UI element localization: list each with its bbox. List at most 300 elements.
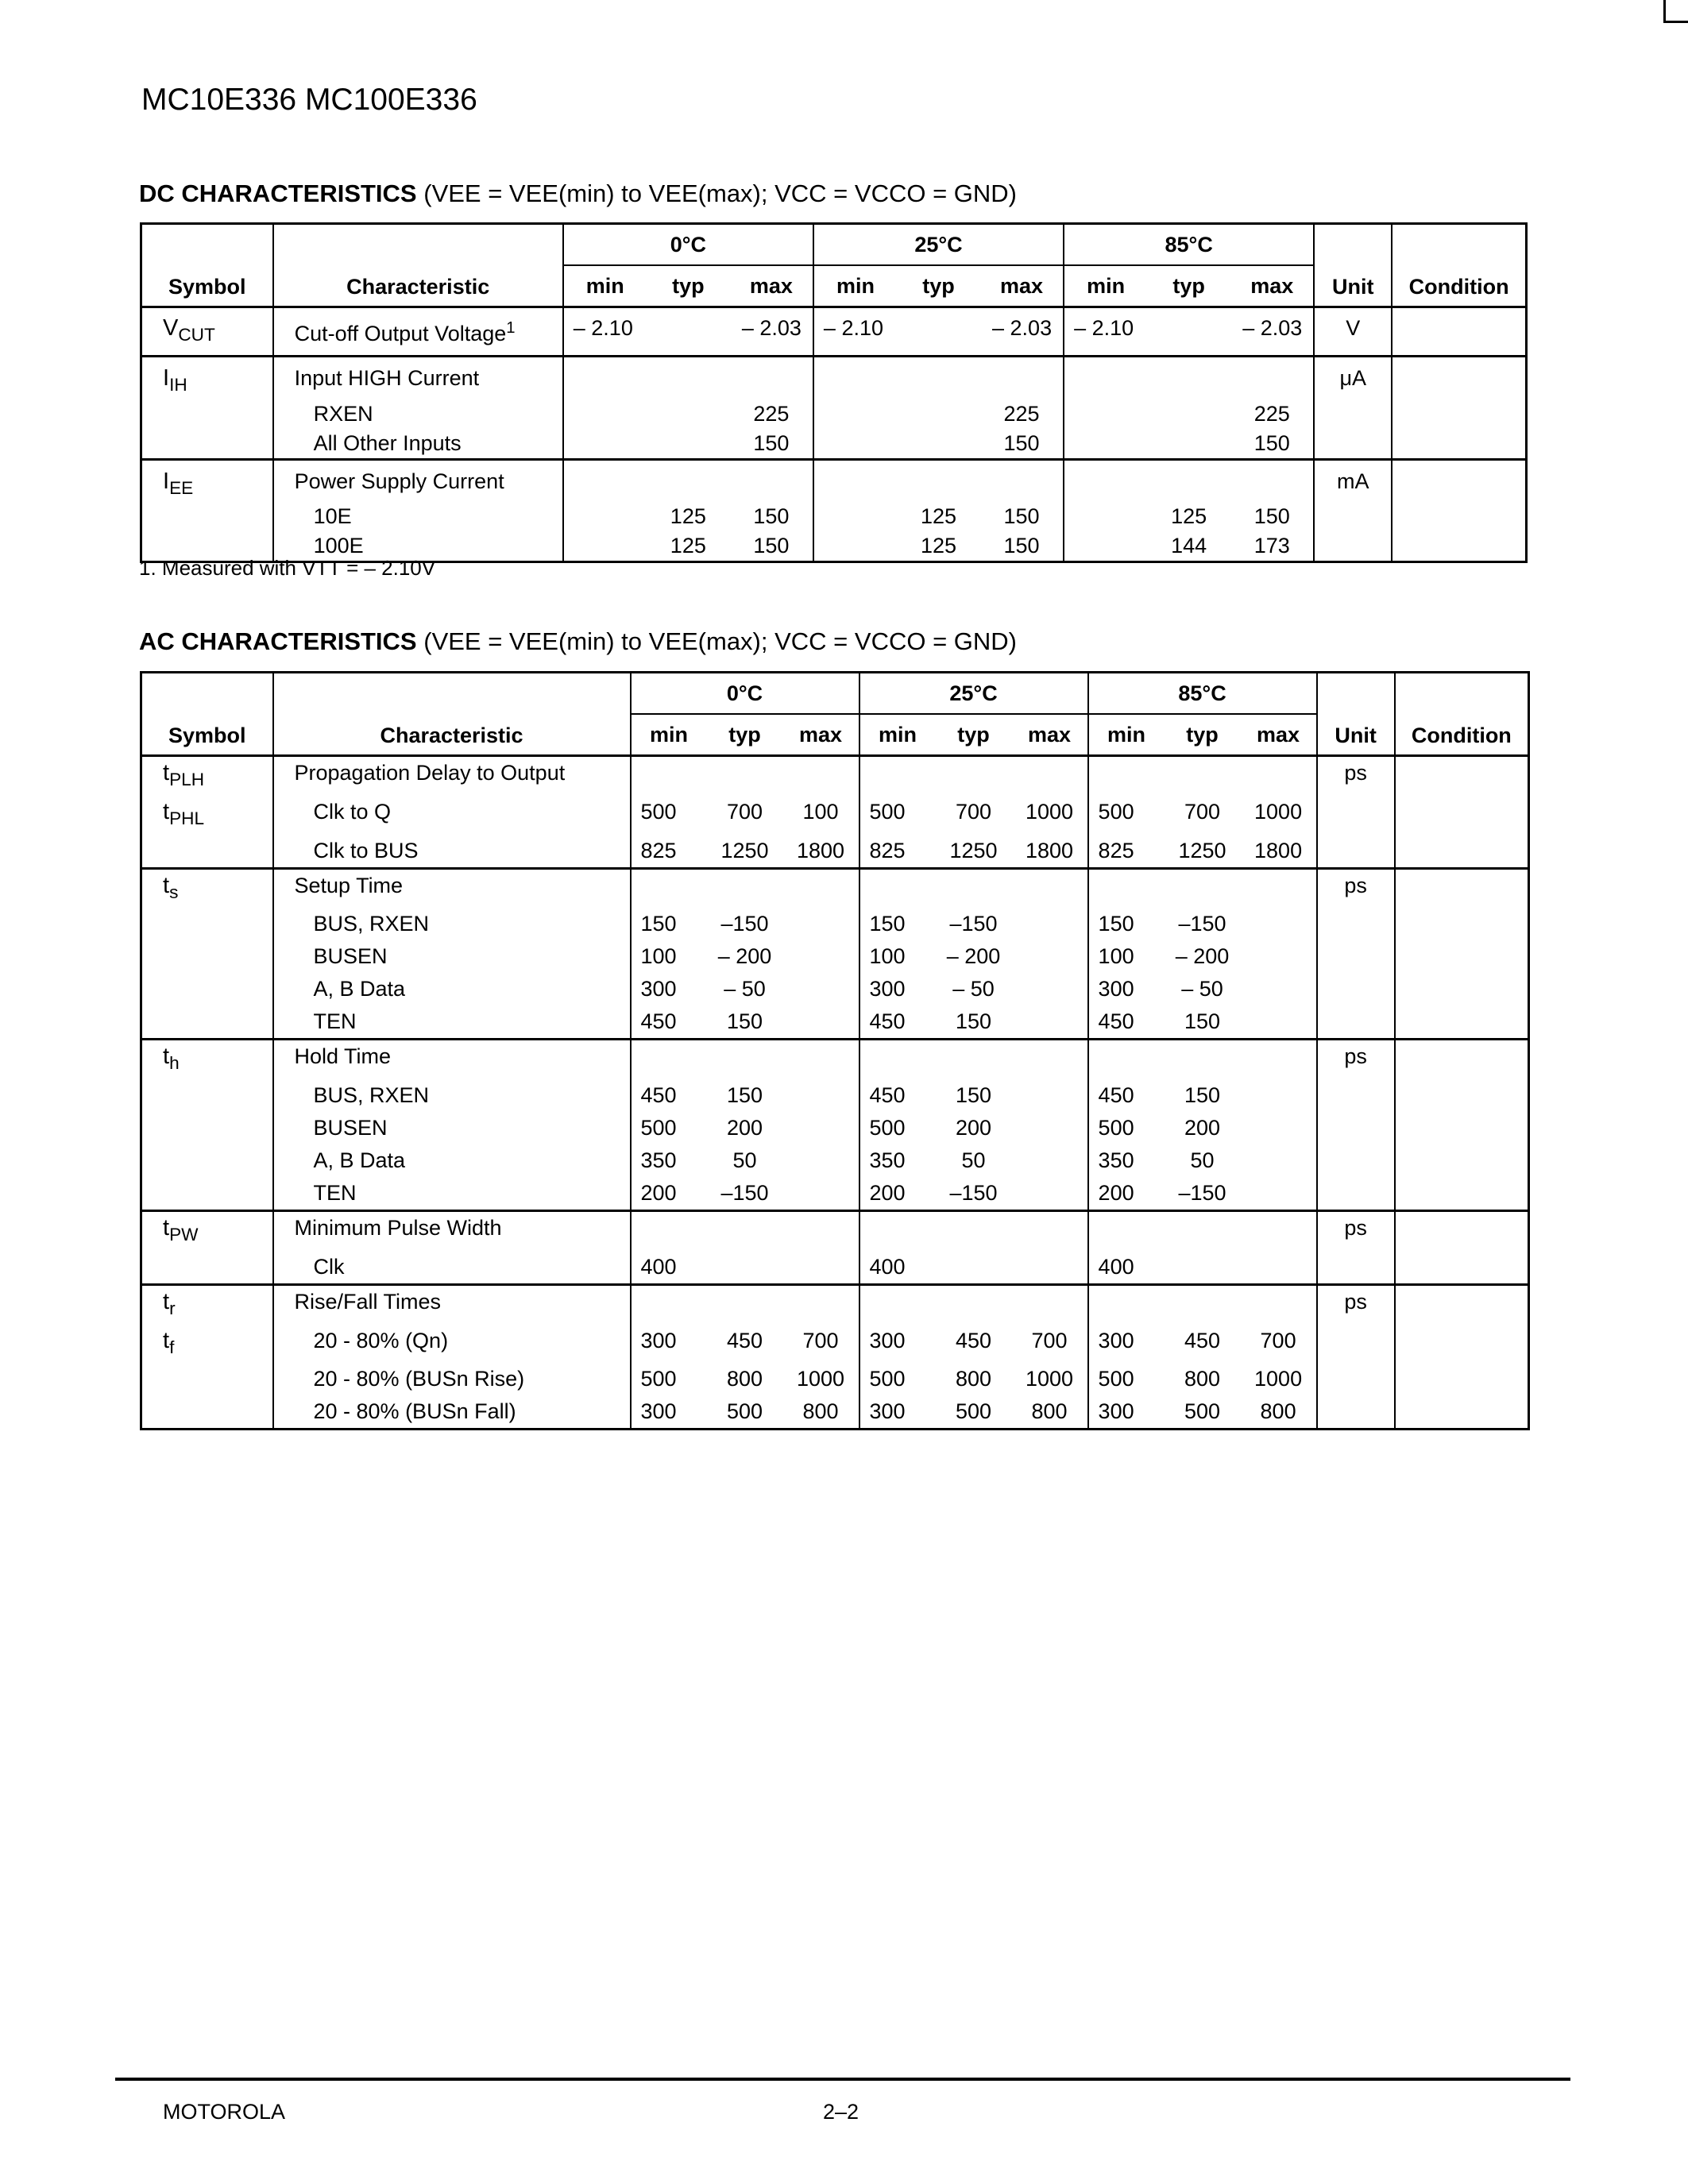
cell-value: 800 — [1031, 1399, 1068, 1424]
cell-unit — [1317, 940, 1395, 973]
cell-condition — [1395, 908, 1529, 940]
cell-value: 500 — [955, 1399, 992, 1424]
cell-value — [783, 1040, 859, 1079]
cell-value: 150 — [1253, 430, 1290, 455]
row-sublabel: BUS, RXEN — [273, 1079, 631, 1112]
cell-value — [1241, 908, 1317, 940]
symbol-th: $t_h$ — [141, 1040, 273, 1079]
cell-value — [1241, 1144, 1317, 1177]
cell-unit — [1317, 1177, 1395, 1211]
row-sublabel: 20 - 80% (BUSn Rise) — [273, 1363, 631, 1395]
cell-value — [707, 1211, 783, 1251]
table-row — [141, 356, 1527, 399]
row-sublabel: BUSEN — [273, 1112, 631, 1144]
cell-value: 700 — [955, 799, 992, 824]
row-sublabel: Clk to BUS — [273, 835, 631, 869]
cell-value — [783, 1177, 859, 1211]
cell-value: 825 — [631, 835, 707, 869]
cell-value: 1250 — [1178, 838, 1226, 862]
cell-value — [707, 868, 783, 908]
cell-condition — [1395, 1177, 1529, 1211]
cell-value: 450 — [859, 1079, 936, 1112]
cell-value — [783, 1284, 859, 1324]
row-label: Input HIGH Current — [273, 356, 563, 399]
cell-value — [813, 429, 897, 460]
cell-value — [1241, 868, 1317, 908]
col-min: min — [859, 714, 936, 756]
cell-value: 500 — [726, 1399, 763, 1424]
cell-unit — [1317, 1005, 1395, 1040]
cell-value: 300 — [1088, 1325, 1165, 1364]
cell-value: 150 — [1184, 1083, 1221, 1108]
part-numbers-title: MC10E336 MC100E336 — [141, 83, 477, 117]
cell-value: 450 — [859, 1005, 936, 1040]
cell-value — [1241, 1112, 1317, 1144]
row-label: Cut-off Output Voltage$^1$ — [273, 307, 563, 357]
cell-value — [1147, 307, 1230, 357]
cell-value — [1012, 908, 1088, 940]
cell-value — [1241, 1251, 1317, 1285]
cell-value — [936, 1251, 1012, 1285]
cell-value: 500 — [1088, 1363, 1165, 1395]
cell-value — [1064, 429, 1147, 460]
cell-value — [1012, 1112, 1088, 1144]
cell-value — [859, 1211, 936, 1251]
cell-condition — [1395, 756, 1529, 796]
row-label: Power Supply Current — [273, 459, 563, 502]
cell-value — [1012, 940, 1088, 973]
cell-value — [783, 1112, 859, 1144]
cell-condition — [1395, 1144, 1529, 1177]
cell-value — [783, 1144, 859, 1177]
cell-value — [1064, 399, 1147, 429]
cell-value — [631, 1040, 707, 1079]
cell-value: 1250 — [949, 838, 998, 862]
table-row — [141, 1251, 1529, 1285]
cell-value: 225 — [1253, 401, 1290, 426]
cell-value: 800 — [802, 1399, 839, 1424]
ac-characteristics-heading — [139, 627, 1017, 656]
cell-value — [1012, 756, 1088, 796]
cell-value: 50 — [732, 1148, 757, 1173]
cell-value — [1165, 1284, 1241, 1324]
cell-value — [897, 399, 980, 429]
row-sublabel: A, B Data — [273, 973, 631, 1005]
cell-value — [1241, 1005, 1317, 1040]
cell-unit: ps — [1317, 1284, 1395, 1324]
table-row — [141, 835, 1529, 869]
cell-value — [897, 307, 980, 357]
cell-value — [1165, 1251, 1241, 1285]
col-max: max — [1028, 722, 1072, 747]
cell-value: 150 — [631, 908, 707, 940]
cell-value: – 200 — [1175, 944, 1230, 969]
table-row — [141, 1005, 1529, 1040]
cell-value — [859, 1040, 936, 1079]
col-condition: Condition — [1395, 673, 1529, 756]
row-sublabel: 20 - 80% (Qn) — [273, 1325, 631, 1364]
cell-value — [647, 307, 730, 357]
table-row — [141, 940, 1529, 973]
cell-value: 200 — [955, 1116, 992, 1140]
cell-condition — [1395, 1079, 1529, 1112]
symbol-tr: $t_r$ — [141, 1284, 273, 1324]
col-symbol: Symbol — [168, 723, 246, 747]
col-temp-0c: 0°C — [563, 224, 813, 266]
cell-value: 1800 — [1254, 838, 1303, 862]
cell-value: 150 — [753, 430, 790, 455]
cell-value: 825 — [859, 835, 936, 869]
row-sublabel: BUS, RXEN — [273, 908, 631, 940]
col-symbol: Symbol — [168, 275, 246, 299]
cell-value: – 2.10 — [563, 307, 647, 357]
cell-value — [1241, 940, 1317, 973]
table-row — [141, 1144, 1529, 1177]
cell-value: 144 — [1171, 534, 1207, 558]
symbol-tpw: $t_{PW}$ — [141, 1211, 273, 1251]
cell-value — [813, 399, 897, 429]
cell-value — [1012, 1251, 1088, 1285]
cell-value — [1088, 1284, 1165, 1324]
cell-value: 450 — [1088, 1005, 1165, 1040]
col-max: max — [1250, 273, 1294, 298]
cell-value — [707, 1284, 783, 1324]
cell-value — [783, 973, 859, 1005]
cell-value: 400 — [631, 1251, 707, 1285]
cell-unit: μA — [1314, 356, 1392, 399]
cell-unit — [1317, 1325, 1395, 1364]
table-row — [141, 307, 1527, 357]
cell-value: 700 — [726, 799, 763, 824]
cell-value — [707, 1251, 783, 1285]
col-typ: typ — [922, 273, 955, 298]
cell-value — [707, 756, 783, 796]
row-sublabel: BUSEN — [273, 940, 631, 973]
row-sublabel: All Other Inputs — [273, 429, 563, 460]
cell-value: –150 — [1178, 912, 1226, 936]
cell-value: 500 — [1088, 796, 1165, 835]
cell-value — [936, 868, 1012, 908]
col-min: min — [563, 265, 647, 307]
cell-value: 450 — [955, 1328, 992, 1352]
col-characteristic: Characteristic — [273, 224, 563, 307]
col-temp-25c: 25°C — [859, 673, 1088, 715]
col-max: max — [1257, 722, 1300, 747]
cell-value — [707, 1040, 783, 1079]
cell-value — [563, 531, 647, 562]
cell-value — [647, 429, 730, 460]
cell-value — [1241, 1040, 1317, 1079]
row-label: Setup Time — [273, 868, 631, 908]
cell-value: 300 — [859, 1395, 936, 1430]
cell-value: – 50 — [1181, 977, 1223, 1001]
cell-value: 1000 — [1025, 799, 1074, 824]
table-row — [141, 973, 1529, 1005]
cell-value — [563, 399, 647, 429]
col-max: max — [798, 722, 843, 747]
cell-value: 200 — [859, 1177, 936, 1211]
cell-value: 500 — [1184, 1399, 1221, 1424]
cell-value — [783, 1079, 859, 1112]
cell-value: –150 — [720, 1181, 769, 1206]
cell-value: 500 — [1088, 1112, 1165, 1144]
cell-condition — [1395, 973, 1529, 1005]
cell-value: – 50 — [724, 977, 766, 1001]
cell-value: 150 — [753, 534, 790, 558]
cell-value: 700 — [1031, 1328, 1068, 1352]
cell-value — [563, 502, 647, 531]
cell-unit — [1317, 1251, 1395, 1285]
col-temp-0c: 0°C — [631, 673, 859, 715]
cell-value: 150 — [955, 1009, 992, 1034]
cell-value — [1088, 1040, 1165, 1079]
cell-value — [631, 868, 707, 908]
cell-value: –150 — [1178, 1181, 1226, 1206]
footer-page-number: 2–2 — [823, 2100, 859, 2124]
cell-value: 500 — [859, 1363, 936, 1395]
cell-value: 500 — [631, 796, 707, 835]
cell-value — [783, 1005, 859, 1040]
cell-value — [1064, 531, 1147, 562]
cell-value — [936, 1040, 1012, 1079]
cell-value: 125 — [920, 504, 957, 529]
cell-value: 450 — [1184, 1328, 1221, 1352]
cell-value — [1241, 1284, 1317, 1324]
cell-value: 400 — [1088, 1251, 1165, 1285]
cell-value: 200 — [1184, 1116, 1221, 1140]
cell-value: – 2.03 — [980, 307, 1064, 357]
cell-value: 1000 — [1254, 799, 1303, 824]
dc-footnote: 1. Measured with VTT = – 2.10V — [139, 556, 436, 580]
cell-value — [897, 429, 980, 460]
col-typ: typ — [1172, 273, 1205, 298]
cell-value: 700 — [1260, 1328, 1296, 1352]
col-typ: typ — [957, 722, 990, 747]
cell-value: 1000 — [1254, 1367, 1303, 1391]
row-sublabel: 10E — [273, 502, 563, 531]
row-label: Rise/Fall Times — [273, 1284, 631, 1324]
cell-value: 100 — [631, 940, 707, 973]
row-label: Propagation Delay to Output — [273, 756, 631, 796]
row-sublabel: TEN — [273, 1177, 631, 1211]
symbol-iih: $I_{IH}$ — [141, 356, 273, 399]
cell-value: 1800 — [1025, 838, 1074, 862]
col-typ: typ — [728, 722, 761, 747]
cell-value: – 2.03 — [730, 307, 813, 357]
table-row — [141, 502, 1527, 531]
row-sublabel: 20 - 80% (BUSn Fall) — [273, 1395, 631, 1430]
cell-condition — [1392, 307, 1526, 357]
cell-value — [1012, 1284, 1088, 1324]
cell-value — [783, 940, 859, 973]
cell-value — [1012, 1079, 1088, 1112]
ac-heading-conditions: (VEE = VEE(min) to VEE(max); VCC = VCCO = GND) — [423, 627, 1017, 655]
cell-value: – 200 — [717, 944, 772, 969]
cell-value: 800 — [1260, 1399, 1296, 1424]
cell-unit — [1317, 1363, 1395, 1395]
table-row — [141, 1363, 1529, 1395]
cell-value: 225 — [753, 401, 790, 426]
cell-condition — [1395, 1395, 1529, 1430]
cell-value: 125 — [920, 534, 957, 558]
cell-value: 100 — [1088, 940, 1165, 973]
cell-value — [859, 868, 936, 908]
table-row — [141, 1079, 1529, 1112]
cell-condition — [1395, 1325, 1529, 1364]
table-row — [141, 1112, 1529, 1144]
table-row — [141, 756, 1529, 796]
row-label: Minimum Pulse Width — [273, 1211, 631, 1251]
col-min: min — [631, 714, 707, 756]
cell-value: 300 — [1088, 973, 1165, 1005]
cell-value: 150 — [1253, 504, 1290, 529]
table-row — [141, 1177, 1529, 1211]
symbol-vcut: $V_{CUT}$ — [141, 307, 273, 357]
cell-value: 300 — [859, 1325, 936, 1364]
cell-value: 700 — [1184, 799, 1221, 824]
cell-value: 150 — [1003, 504, 1040, 529]
cell-value — [1241, 1177, 1317, 1211]
cell-value: – 2.10 — [813, 307, 897, 357]
cell-value: 173 — [1253, 534, 1290, 558]
cell-value — [1012, 1005, 1088, 1040]
col-min: min — [1064, 265, 1147, 307]
cell-value: 300 — [631, 973, 707, 1005]
cell-value: –150 — [949, 912, 998, 936]
cell-value: 150 — [1088, 908, 1165, 940]
cell-value: 125 — [670, 534, 706, 558]
cell-unit — [1317, 1079, 1395, 1112]
cell-value: 100 — [802, 799, 839, 824]
cell-condition — [1395, 1112, 1529, 1144]
symbol-tplh: $t_{PLH}$ — [141, 756, 273, 796]
cell-value — [1241, 1079, 1317, 1112]
cell-unit: ps — [1317, 1211, 1395, 1251]
cell-value: 200 — [726, 1116, 763, 1140]
col-condition: Condition — [1392, 224, 1526, 307]
cell-unit — [1317, 1395, 1395, 1430]
col-typ: typ — [1186, 722, 1219, 747]
table-row — [141, 908, 1529, 940]
cell-value — [936, 1211, 1012, 1251]
col-characteristic: Characteristic — [273, 673, 631, 756]
table-row — [141, 1325, 1529, 1364]
cell-value: 350 — [1088, 1144, 1165, 1177]
cell-value: 800 — [726, 1367, 763, 1391]
cell-value: 800 — [955, 1367, 992, 1391]
col-temp-85c: 85°C — [1064, 224, 1314, 266]
cell-value: 225 — [1003, 401, 1040, 426]
cell-unit: mA — [1314, 459, 1392, 502]
cell-condition — [1395, 940, 1529, 973]
symbol-tphl: $t_{PHL}$ — [163, 798, 205, 828]
cell-value — [1165, 1211, 1241, 1251]
cell-value: –150 — [720, 912, 769, 936]
cell-value — [783, 868, 859, 908]
cell-unit — [1317, 1112, 1395, 1144]
dc-characteristics-table — [140, 222, 1528, 563]
table-row — [141, 1211, 1529, 1251]
cell-value: 300 — [631, 1325, 707, 1364]
cell-value: – 2.03 — [1230, 307, 1314, 357]
cell-value: 125 — [670, 504, 706, 529]
col-unit: Unit — [1317, 673, 1395, 756]
table-row — [141, 1395, 1529, 1430]
cell-value: 50 — [961, 1148, 986, 1173]
cell-value — [859, 756, 936, 796]
cell-value: 150 — [859, 908, 936, 940]
cell-value — [936, 756, 1012, 796]
table-row — [141, 459, 1527, 502]
cell-condition — [1392, 356, 1526, 399]
table-row — [141, 1040, 1529, 1079]
dc-heading-bold: DC CHARACTERISTICS — [139, 179, 417, 207]
cell-value: 450 — [631, 1005, 707, 1040]
cell-value — [783, 1211, 859, 1251]
cell-value: 500 — [631, 1112, 707, 1144]
cell-condition — [1395, 1211, 1529, 1251]
cell-value: 150 — [1003, 430, 1040, 455]
cell-value — [783, 1251, 859, 1285]
cell-value — [1088, 1211, 1165, 1251]
row-sublabel: Clk to Q — [273, 796, 631, 835]
cell-value — [1012, 1040, 1088, 1079]
cell-condition — [1392, 459, 1526, 502]
cell-value — [783, 908, 859, 940]
footer-rule — [115, 2078, 1570, 2081]
col-max: max — [749, 273, 793, 298]
col-max: max — [1000, 273, 1044, 298]
cell-value — [631, 1284, 707, 1324]
cell-value — [1064, 502, 1147, 531]
cell-value: 500 — [859, 1112, 936, 1144]
cell-value — [1241, 756, 1317, 796]
cell-value — [1165, 756, 1241, 796]
symbol-iee: $I_{EE}$ — [141, 459, 273, 502]
cell-unit — [1317, 908, 1395, 940]
cell-value: 450 — [726, 1328, 763, 1352]
cell-unit: V — [1314, 307, 1392, 357]
row-sublabel: 100E — [273, 531, 563, 562]
cell-value: 500 — [859, 796, 936, 835]
cell-value — [631, 1211, 707, 1251]
cell-value: 50 — [1190, 1148, 1215, 1173]
cell-value: 150 — [1184, 1009, 1221, 1034]
cell-unit — [1317, 835, 1395, 869]
cell-value: 1250 — [720, 838, 769, 862]
cell-value: 300 — [1088, 1395, 1165, 1430]
cell-condition — [1395, 1040, 1529, 1079]
cell-value: 150 — [1003, 534, 1040, 558]
cell-value — [936, 1284, 1012, 1324]
cell-unit — [1317, 973, 1395, 1005]
cell-unit: ps — [1317, 1040, 1395, 1079]
col-typ: typ — [672, 273, 705, 298]
cell-value — [1241, 973, 1317, 1005]
cell-value: 500 — [631, 1363, 707, 1395]
table-row — [141, 399, 1527, 429]
table-row — [141, 1284, 1529, 1324]
cell-value — [813, 531, 897, 562]
cell-condition — [1395, 1251, 1529, 1285]
table-row — [141, 429, 1527, 460]
cell-condition — [1395, 868, 1529, 908]
cell-value: – 50 — [952, 977, 995, 1001]
cell-value: 1000 — [796, 1367, 845, 1391]
row-sublabel: A, B Data — [273, 1144, 631, 1177]
cell-value: 350 — [859, 1144, 936, 1177]
cell-value: 300 — [859, 973, 936, 1005]
